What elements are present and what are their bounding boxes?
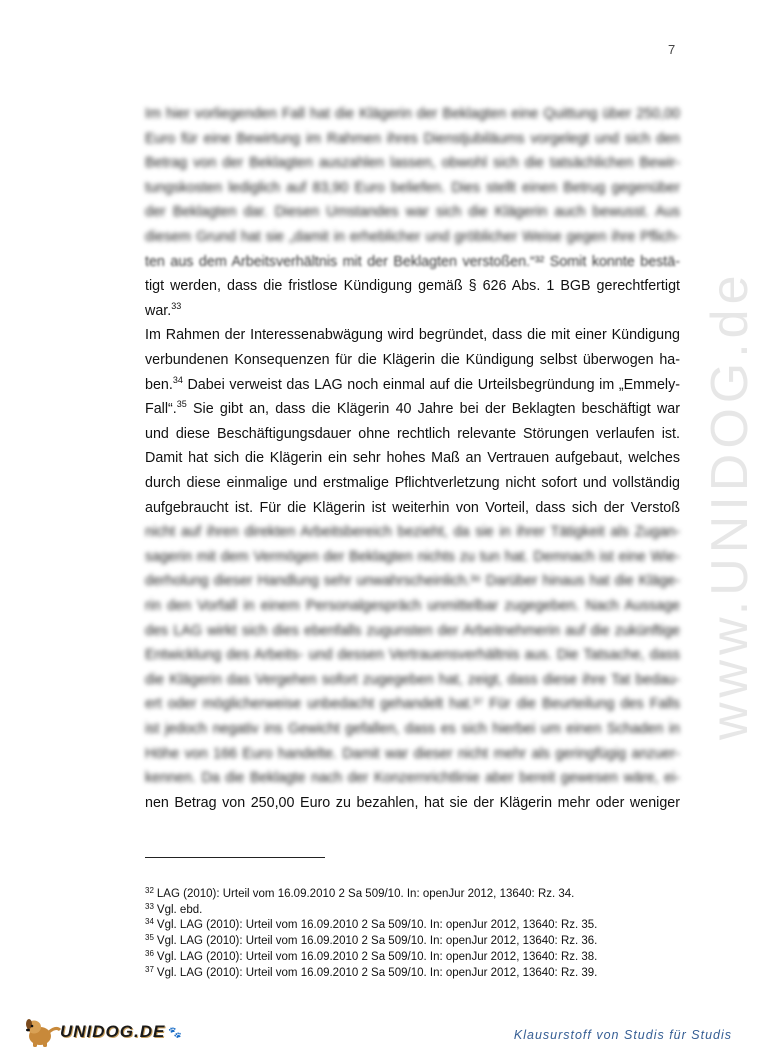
body-line (145, 348, 680, 372)
body-line (145, 102, 680, 126)
footnote (145, 933, 705, 949)
logo-text: UNIDOG.DE (60, 1022, 166, 1041)
body-line (145, 545, 680, 569)
paw-icon: 🐾 (168, 1026, 183, 1039)
footnote-number: 34 (145, 917, 154, 927)
body-line (145, 619, 680, 643)
footnote-text: Vgl. LAG (2010): Urteil vom 16.09.2010 2 Sa 509/10. In: openJur 2012, 13640: Rz. 38. (156, 950, 598, 963)
body-line-text: diesem Grund hat sie „damit in erheblicher und gröblicher Weise gegen ihre Pflich- (145, 229, 680, 245)
body-line (145, 520, 680, 544)
body-line-text: der Beklagten dar. Diesen Umstandes war sich die Klägerin auch bewusst. Aus (145, 204, 680, 221)
body-line-text: sagerin mit dem Vermögen der Beklagten nichts zu tun hat. Demnach ist eine Wie- (145, 548, 680, 565)
body-line (145, 471, 680, 495)
footnote-number: 36 (145, 948, 154, 958)
watermark: www.UNIDOG.de (701, 270, 759, 740)
body-line (145, 373, 680, 397)
body-line-text: Fall“. (145, 401, 177, 418)
page-number: 7 (668, 42, 676, 57)
body-line-text: durch diese einmalige und erstmalige Pflichtverletzung nicht sofort und vollständig (145, 475, 680, 491)
body-line (145, 594, 680, 618)
footnote-number: 35 (145, 933, 154, 943)
footnote-number: 33 (145, 901, 154, 911)
footer-logo (22, 1016, 182, 1048)
footnote-rule (145, 857, 325, 858)
body-line-text: Betrag von der Beklagten auszahlen lassen, obwohl sich die tatsächlichen Bewir- (145, 155, 680, 172)
footnote (145, 902, 705, 918)
footnote (145, 949, 705, 965)
body-line-text: war. (145, 302, 172, 319)
body-line-text: aufgebraucht ist. Für die Klägerin ist weiterhin von Vorteil, dass sich der Verstoß (145, 499, 680, 516)
body-line (145, 643, 680, 667)
body-line-text: und diese Beschäftigungsdauer ohne rechtlich relevante Störungen verlaufen ist. (145, 425, 680, 442)
body-line (145, 766, 680, 790)
body-line (145, 127, 680, 151)
body-line-text: Höhe von 166 Euro handelte. Damit war dieser nicht mehr als geringfügig anzuer- (145, 745, 680, 762)
body-line-text-rest: Dabei verweist das LAG noch einmal auf die Urteilsbegründung im „Emmely- (182, 376, 680, 393)
body-line-text: Im Rahmen der Interessenabwägung wird begründet, dass die mit einer Kündigung (145, 327, 680, 344)
body-line-text: nen Betrag von 250,00 Euro zu bezahlen, hat sie der Klägerin mehr oder weniger (145, 794, 680, 811)
body-line (145, 717, 680, 741)
body-line (145, 692, 680, 716)
footnote-text: LAG (2010): Urteil vom 16.09.2010 2 Sa 509/10. In: openJur 2012, 13640: Rz. 34. (156, 888, 575, 900)
body-line-text: ist jedoch negativ ins Gewicht gefallen, dass es sich hierbei um einen Schaden in (145, 721, 680, 737)
body-line (145, 422, 680, 446)
body-line (145, 250, 680, 274)
footnote-text: Vgl. ebd. (156, 903, 203, 916)
body-line-text: rin den Vorfall in einem Personalgespräch unmittelbar zugegeben. Nach Aussage (145, 598, 680, 614)
body-line-text: verbundenen Konsequenzen für die Klägerin die Kündigung selbst überwogen ha- (145, 352, 680, 368)
body-line (145, 742, 680, 766)
body-line-text: nicht auf ihren direkten Arbeitsbereich bezieht, da sie in ihrer Tätigkeit als Zugan- (145, 524, 680, 541)
body-line-text: des LAG wirkt sich dies ebenfalls zugunsten der Arbeitnehmerin auf die zukünftige (145, 622, 680, 639)
footnote (145, 965, 705, 981)
body-line (145, 397, 680, 421)
footnote-text: Vgl. LAG (2010): Urteil vom 16.09.2010 2 Sa 509/10. In: openJur 2012, 13640: Rz. 39. (156, 966, 598, 979)
body-line (145, 176, 680, 200)
footnote-number: 32 (145, 886, 154, 895)
body-line (145, 668, 680, 692)
body-line-text: ert oder möglicherweise unbedacht gehandelt hat.³⁷ Für die Beurteilung des Falls (145, 696, 680, 713)
body-line (145, 151, 680, 175)
body-line-text: Im hier vorliegenden Fall hat die Klägerin der Beklagten eine Quittung über 250,00 (145, 106, 680, 122)
footnote-marker: 33 (171, 300, 182, 311)
body-line-text: tungskosten lediglich auf 83,90 Euro beliefen. Dies stellt einen Betrug gegenüber (145, 179, 680, 196)
footnote-marker: 35 (176, 399, 187, 410)
body-line (145, 323, 680, 347)
body-line (145, 225, 680, 249)
footnote-number: 37 (145, 964, 154, 974)
footnote-text: Vgl. LAG (2010): Urteil vom 16.09.2010 2 Sa 509/10. In: openJur 2012, 13640: Rz. 35. (156, 919, 598, 932)
body-line (145, 496, 680, 520)
footer-slogan: Klausurstoff von Studis für Studis (513, 1028, 732, 1042)
body-line-text: Damit hat sich die Klägerin ein sehr hohes Maß an Vertrauen aufgebaut, welches (145, 450, 680, 467)
body-line (145, 299, 680, 323)
body-line-text: Entwicklung des Arbeits- und dessen Vertrauensverhältnis aus. Die Tatsache, dass (145, 647, 680, 664)
body-line-text: kennen. Da die Beklagte nach der Konzernrichtlinie aber bereit gewesen wäre, ei- (145, 770, 680, 787)
body-line-text: derholung dieser Handlung sehr unwahrscheinlich.³⁶ Darüber hinaus hat die Kläge- (145, 573, 680, 590)
footnote-text: Vgl. LAG (2010): Urteil vom 16.09.2010 2 Sa 509/10. In: openJur 2012, 13640: Rz. 36. (156, 935, 598, 948)
footnote-marker: 34 (172, 374, 183, 385)
footnote (145, 917, 705, 933)
body-line-text: die Klägerin das Vergehen sofort zugegeben hat, zeigt, dass diese ihre Tat bedau- (145, 671, 680, 688)
body-line (145, 274, 680, 298)
body-line-text: ten aus dem Arbeitsverhältnis mit der Beklagten verstoßen.“³² Somit konnte bestä- (145, 253, 680, 270)
footnote (145, 886, 705, 902)
body-line-text-rest: Sie gibt an, dass die Klägerin 40 Jahre bei der Beklagten beschäftigt war (186, 401, 680, 418)
dog-icon (22, 1016, 64, 1048)
body-line (145, 200, 680, 224)
body-line-text: Euro für eine Bewirtung im Rahmen ihres Dienstjubiläums vorgelegt und sich den (145, 130, 680, 147)
body-line (145, 569, 680, 593)
body-line-text: tigt werden, dass die fristlose Kündigung gemäß § 626 Abs. 1 BGB gerechtfertigt (145, 278, 680, 295)
body-line-text: ben. (145, 376, 173, 393)
body-line (145, 446, 680, 470)
body-line (145, 791, 680, 815)
